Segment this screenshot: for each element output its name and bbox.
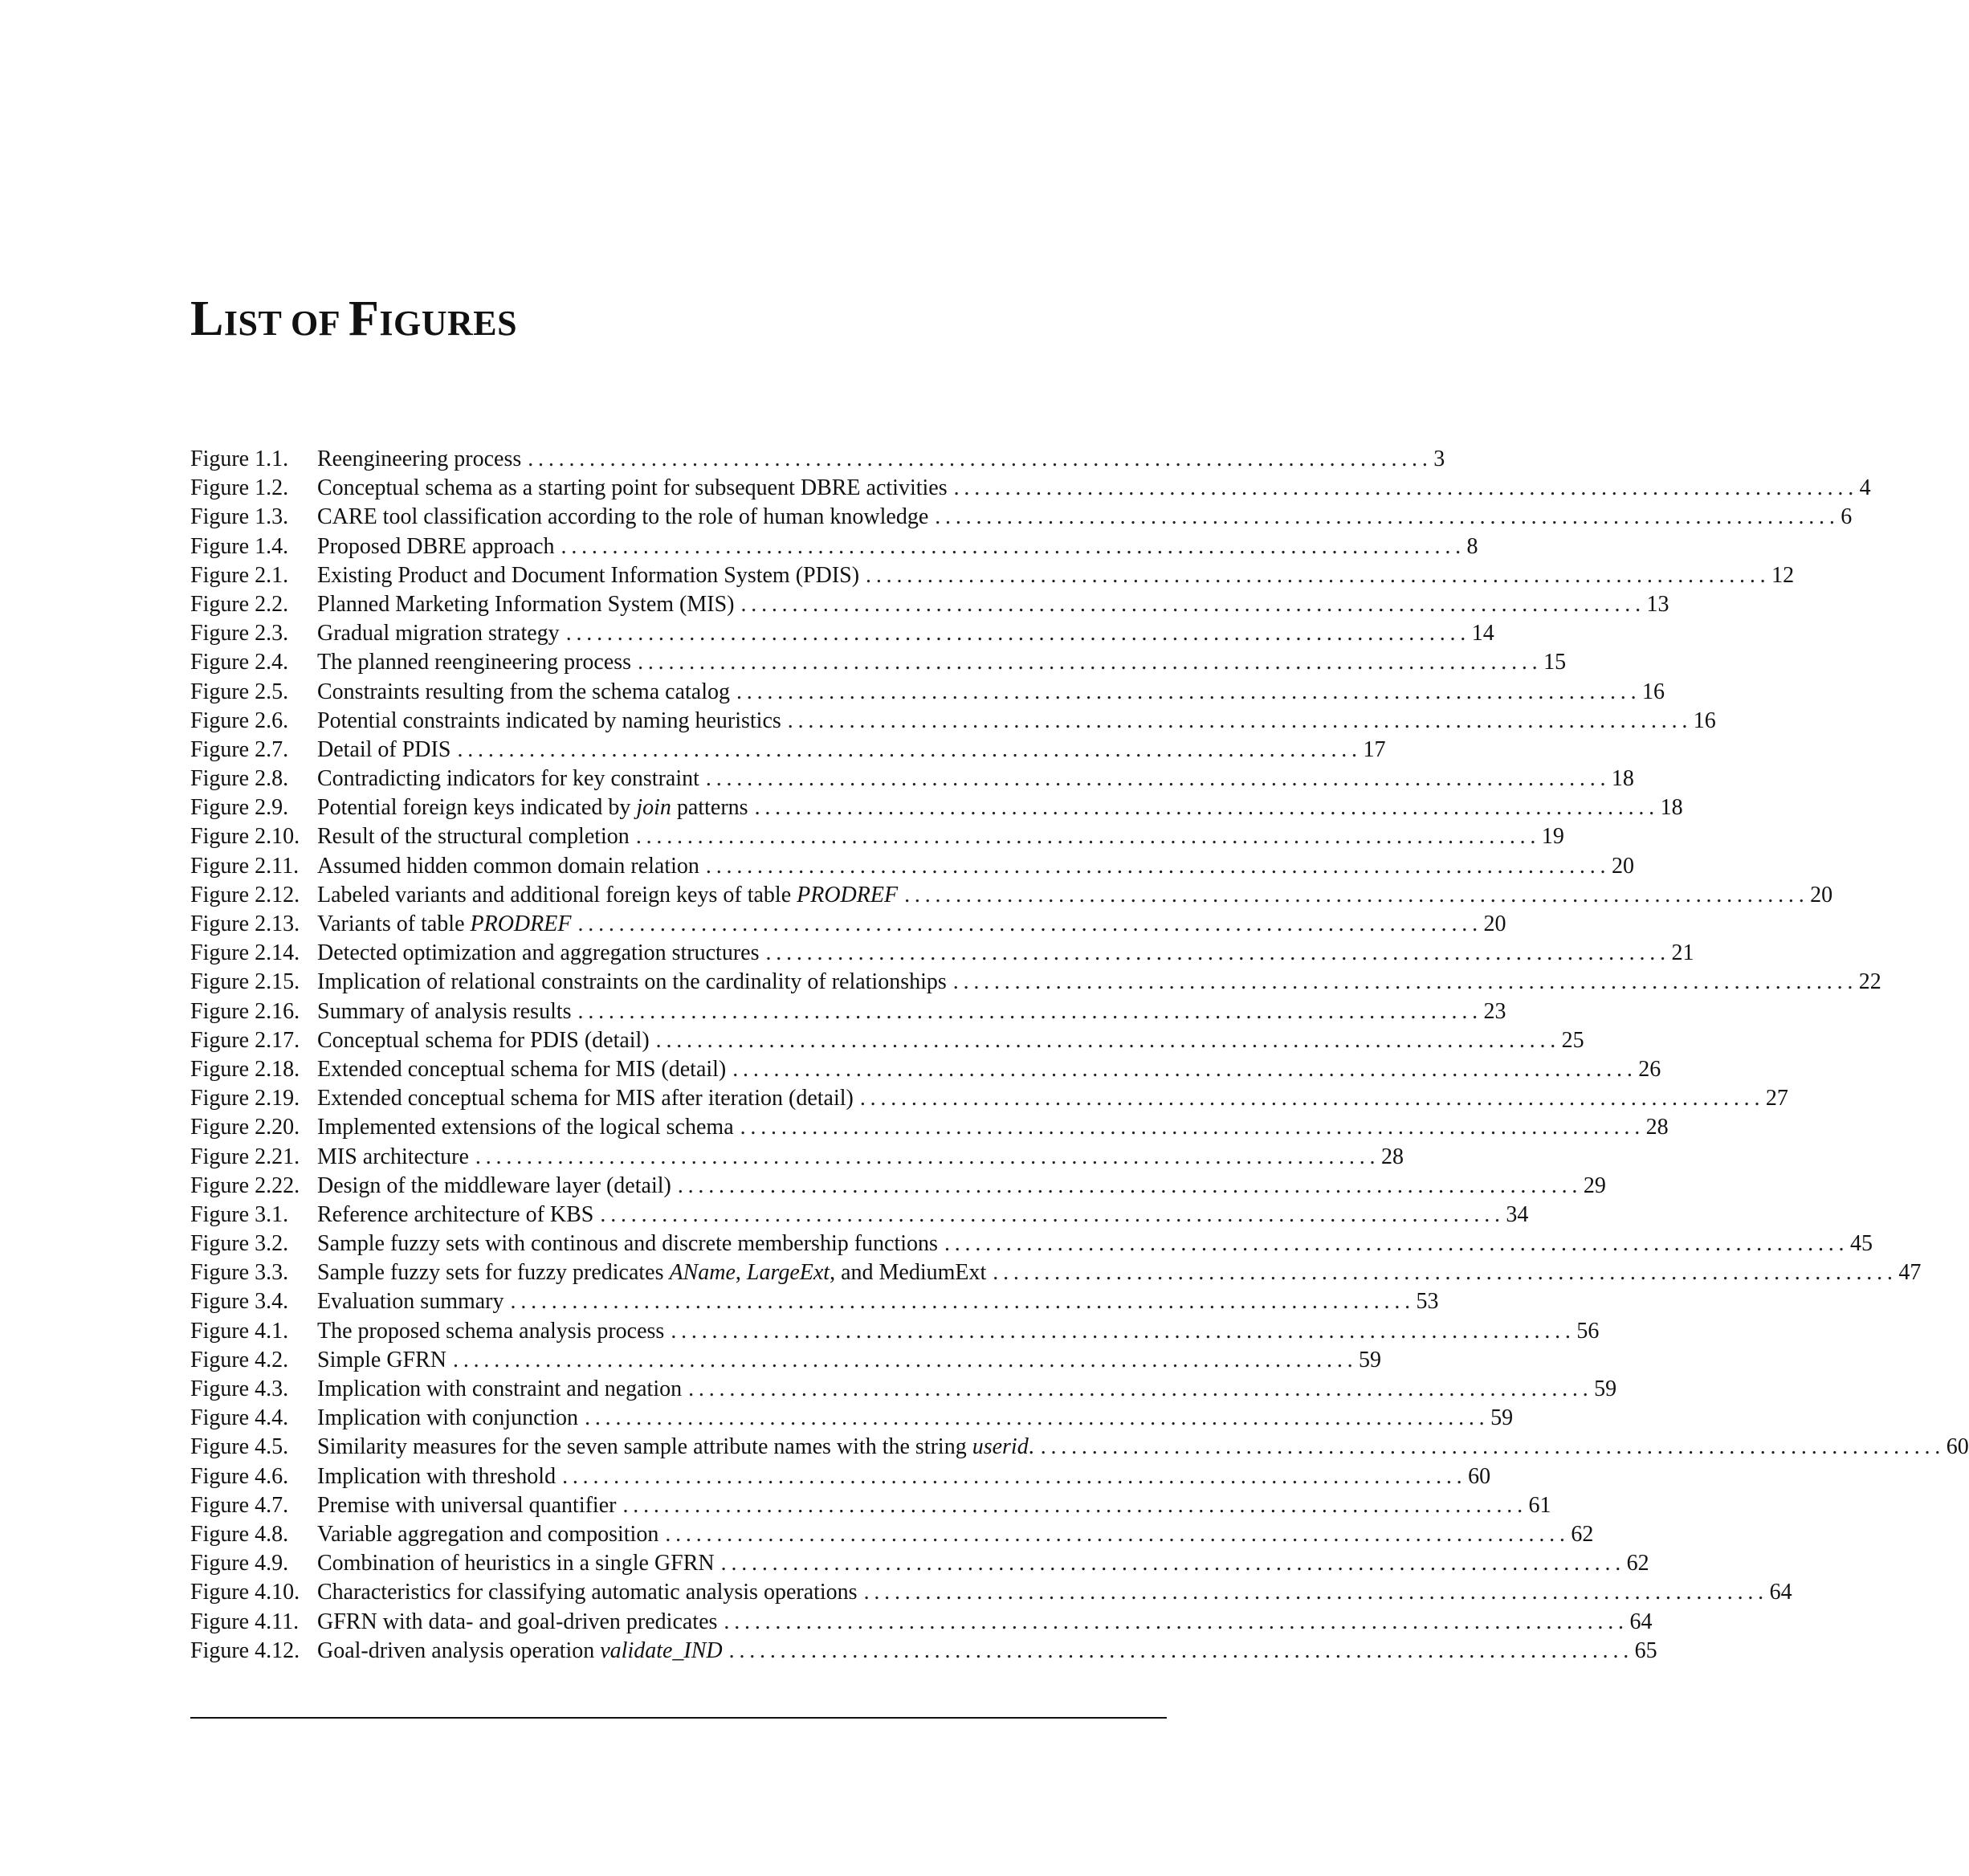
page-title <box>190 291 517 348</box>
figure-caption: Planned Marketing Information System (MIS) <box>317 591 735 617</box>
figure-label: Figure 2.18. <box>190 1056 300 1082</box>
figure-label: Figure 3.4. <box>190 1289 289 1315</box>
dot-leader <box>715 1549 1627 1578</box>
dot-leader <box>560 619 1472 648</box>
title-word-of: OF <box>281 304 349 343</box>
figure-caption-emphasis: join <box>636 795 671 821</box>
dot-leader <box>717 1608 1629 1637</box>
figure-label: Figure 2.16. <box>190 998 300 1024</box>
title-initial-f: F <box>348 292 380 346</box>
figure-caption-text: . <box>1028 1434 1034 1460</box>
dot-leader <box>571 910 1483 939</box>
figure-caption: The proposed schema analysis process <box>317 1318 665 1344</box>
figure-label: Figure 2.12. <box>190 882 300 907</box>
dot-leader <box>578 1404 1490 1433</box>
dot-leader <box>631 648 1543 677</box>
figure-caption: Reference architecture of KBS <box>317 1201 594 1227</box>
figure-entry[interactable] <box>190 532 1478 561</box>
figure-label: Figure 1.2. <box>190 475 289 501</box>
figure-label: Figure 2.7. <box>190 736 289 762</box>
figure-label: Figure 2.10. <box>190 824 300 850</box>
figure-page-number: 23 <box>1483 998 1506 1024</box>
figure-label: Figure 4.5. <box>190 1434 289 1460</box>
figure-entry[interactable] <box>190 968 1881 997</box>
figure-entry[interactable] <box>190 1230 1873 1258</box>
figure-caption: Existing Product and Document Information System (PDIS) <box>317 562 860 588</box>
figure-entry[interactable] <box>190 678 1665 707</box>
figure-label: Figure 2.22. <box>190 1172 300 1198</box>
figure-page-number: 19 <box>1541 824 1564 850</box>
figure-caption-text: , and MediumExt <box>830 1260 987 1286</box>
figure-caption: Premise with universal quantifier <box>317 1492 617 1518</box>
figure-entry[interactable] <box>190 1026 1584 1055</box>
figure-page-number: 56 <box>1576 1318 1600 1344</box>
figure-caption: Extended conceptual schema for MIS (detail) <box>317 1056 727 1082</box>
figure-caption: Variable aggregation and composition <box>317 1521 659 1547</box>
figure-caption-text: Variants of table <box>317 911 471 936</box>
figure-caption: GFRN with data- and goal-driven predicates <box>317 1609 718 1634</box>
figure-label: Figure 4.4. <box>190 1405 289 1431</box>
figure-label: Figure 2.15. <box>190 969 300 995</box>
figure-page-number: 59 <box>1359 1347 1382 1372</box>
figure-caption: Extended conceptual schema for MIS after iteration (detail) <box>317 1086 854 1111</box>
dot-leader <box>650 1026 1562 1055</box>
dot-leader <box>699 852 1612 881</box>
figure-caption <box>317 1258 986 1287</box>
figure-entry[interactable] <box>190 997 1506 1026</box>
figure-caption: Conceptual schema as a starting point for subsequent DBRE activities <box>317 475 948 501</box>
figure-entry[interactable] <box>190 590 1669 619</box>
figure-page-number: 64 <box>1769 1580 1792 1605</box>
figure-entry[interactable] <box>190 1404 1514 1433</box>
figure-page-number: 3 <box>1433 447 1445 471</box>
figure-page-number: 29 <box>1583 1172 1606 1198</box>
figure-caption: Characteristics for classifying automatic analysis operations <box>317 1580 858 1605</box>
dot-leader <box>734 1113 1646 1142</box>
dot-leader <box>948 474 1860 503</box>
figure-entry[interactable] <box>190 881 1833 910</box>
figure-caption: CARE tool classification according to the role of human knowledge <box>317 504 929 530</box>
figure-label: Figure 2.9. <box>190 795 289 821</box>
figure-caption-emphasis: AName <box>669 1260 736 1286</box>
figure-entry[interactable] <box>190 707 1716 736</box>
figure-page-number: 59 <box>1594 1376 1617 1401</box>
dot-leader <box>446 1346 1359 1375</box>
figure-page-number: 16 <box>1642 679 1665 704</box>
figure-caption: Combination of heuristics in a single GFRN <box>317 1551 715 1576</box>
figure-entry[interactable] <box>190 793 1683 822</box>
figure-entry[interactable] <box>190 1287 1439 1316</box>
figure-page-number: 28 <box>1380 1144 1404 1169</box>
figure-label: Figure 4.1. <box>190 1318 289 1344</box>
figure-entry[interactable] <box>190 1608 1653 1637</box>
figure-label: Figure 2.11. <box>190 853 300 879</box>
figure-label: Figure 1.3. <box>190 504 289 530</box>
figure-caption-emphasis: PRODREF <box>470 911 572 936</box>
footer-rule <box>190 1717 1167 1719</box>
figure-caption-text: Similarity measures for the seven sample attribute names with the string <box>317 1434 972 1460</box>
figure-entry[interactable] <box>190 1055 1661 1084</box>
figure-entry[interactable] <box>190 1084 1788 1113</box>
figure-page-number: 62 <box>1626 1551 1649 1576</box>
figure-caption: Evaluation summary <box>317 1289 504 1315</box>
figure-page-number: 8 <box>1466 533 1478 559</box>
figure-label: Figure 1.1. <box>190 447 289 471</box>
figure-label: Figure 4.12. <box>190 1637 300 1663</box>
figure-entry[interactable] <box>190 1491 1551 1520</box>
dot-leader <box>898 881 1810 910</box>
figure-label: Figure 2.1. <box>190 562 289 588</box>
figure-caption: The planned reengineering process <box>317 650 632 675</box>
dot-leader <box>730 678 1642 707</box>
figure-caption: Assumed hidden common domain relation <box>317 853 699 879</box>
list-of-figures <box>190 445 1969 1666</box>
figure-caption-emphasis: userid <box>972 1434 1029 1460</box>
figure-entry[interactable] <box>190 474 1871 503</box>
figure-page-number: 28 <box>1645 1115 1669 1140</box>
figure-page-number: 21 <box>1671 940 1694 966</box>
figure-label: Figure 2.21. <box>190 1144 300 1169</box>
figure-entry[interactable] <box>190 910 1506 939</box>
dot-leader <box>1034 1433 1947 1462</box>
figure-caption: Gradual migration strategy <box>317 621 560 646</box>
figure-entry[interactable] <box>190 822 1564 851</box>
figure-caption: Implication with conjunction <box>317 1405 579 1431</box>
figure-caption-text: , <box>735 1260 747 1286</box>
dot-leader <box>859 561 1771 590</box>
figure-entry[interactable] <box>190 939 1694 968</box>
figure-label: Figure 2.8. <box>190 766 289 792</box>
figure-entry[interactable] <box>190 1549 1649 1578</box>
figure-page-number: 47 <box>1898 1260 1922 1286</box>
figure-caption-text: Labeled variants and additional foreign keys of table <box>317 882 797 907</box>
figure-label: Figure 4.11. <box>190 1609 300 1634</box>
figure-label: Figure 2.3. <box>190 621 289 646</box>
figure-entry[interactable] <box>190 1520 1594 1549</box>
figure-entry[interactable] <box>190 561 1795 590</box>
figure-caption-text: Potential foreign keys indicated by <box>317 795 637 821</box>
dot-leader <box>556 1462 1468 1491</box>
figure-label: Figure 2.19. <box>190 1086 300 1111</box>
figure-page-number: 20 <box>1810 882 1833 907</box>
figure-page-number: 60 <box>1468 1463 1491 1489</box>
dot-leader <box>469 1143 1381 1172</box>
dot-leader <box>682 1375 1594 1404</box>
dot-leader <box>616 1491 1528 1520</box>
figure-caption: Implication with constraint and negation <box>317 1376 683 1401</box>
dot-leader <box>521 445 1433 474</box>
figure-page-number: 59 <box>1490 1405 1514 1431</box>
figure-label: Figure 3.3. <box>190 1260 289 1286</box>
figure-caption: Potential constraints indicated by naming heuristics <box>317 708 781 733</box>
figure-label: Figure 3.2. <box>190 1231 289 1257</box>
figure-label: Figure 2.17. <box>190 1027 300 1053</box>
figure-label: Figure 4.6. <box>190 1463 289 1489</box>
figure-caption <box>317 1433 1034 1462</box>
figure-entry[interactable] <box>190 503 1853 532</box>
figure-caption <box>317 793 748 822</box>
dot-leader <box>723 1637 1635 1666</box>
figure-entry[interactable] <box>190 1143 1404 1172</box>
figure-page-number: 18 <box>1660 795 1683 821</box>
dot-leader <box>986 1258 1898 1287</box>
figure-page-number: 6 <box>1841 504 1853 530</box>
figure-entry[interactable] <box>190 1578 1792 1607</box>
dot-leader <box>572 997 1484 1026</box>
figure-page-number: 17 <box>1363 736 1386 762</box>
figure-entry[interactable] <box>190 852 1634 881</box>
figure-caption <box>317 910 571 939</box>
dot-leader <box>928 503 1841 532</box>
figure-label: Figure 4.2. <box>190 1347 289 1372</box>
title-initial-l: L <box>190 292 224 346</box>
figure-caption: Contradicting indicators for key constraint <box>317 766 699 792</box>
figure-page-number: 64 <box>1629 1609 1653 1634</box>
dot-leader <box>630 822 1542 851</box>
figure-caption <box>317 881 898 910</box>
figure-entry[interactable] <box>190 648 1567 677</box>
figure-entry[interactable] <box>190 1113 1669 1142</box>
figure-page-number: 60 <box>1946 1434 1969 1460</box>
figure-page-number: 22 <box>1858 969 1881 995</box>
figure-caption: Sample fuzzy sets with continous and discrete membership functions <box>317 1231 938 1257</box>
dot-leader <box>555 532 1467 561</box>
figure-page-number: 65 <box>1634 1637 1657 1663</box>
figure-page-number: 61 <box>1528 1492 1551 1518</box>
figure-caption-emphasis: validate_IND <box>600 1637 723 1663</box>
figure-page-number: 12 <box>1771 562 1795 588</box>
figure-caption: Reengineering process <box>317 447 522 471</box>
dot-leader <box>858 1578 1770 1607</box>
figure-caption: Detail of PDIS <box>317 736 451 762</box>
figure-label: Figure 4.7. <box>190 1492 289 1518</box>
figure-caption: Design of the middleware layer (detail) <box>317 1172 671 1198</box>
figure-page-number: 53 <box>1416 1289 1439 1315</box>
figure-label: Figure 2.20. <box>190 1115 300 1140</box>
figure-page-number: 13 <box>1646 591 1669 617</box>
figure-label: Figure 3.1. <box>190 1201 289 1227</box>
figure-caption: Conceptual schema for PDIS (detail) <box>317 1027 650 1053</box>
figure-page-number: 25 <box>1561 1027 1584 1053</box>
figure-page-number: 18 <box>1611 766 1634 792</box>
figure-page-number: 45 <box>1849 1231 1873 1257</box>
dot-leader <box>938 1230 1850 1258</box>
figure-entry[interactable] <box>190 736 1386 765</box>
figure-label: Figure 4.3. <box>190 1376 289 1401</box>
figure-caption: Detected optimization and aggregation structures <box>317 940 760 966</box>
figure-caption-text: Goal-driven analysis operation <box>317 1637 601 1663</box>
figure-caption: Constraints resulting from the schema catalog <box>317 679 730 704</box>
figure-caption: Implemented extensions of the logical schema <box>317 1115 734 1140</box>
dot-leader <box>699 765 1612 793</box>
dot-leader <box>781 707 1694 736</box>
figure-label: Figure 2.4. <box>190 650 289 675</box>
dot-leader <box>748 793 1661 822</box>
figure-entry[interactable] <box>190 1172 1606 1201</box>
figure-label: Figure 2.5. <box>190 679 289 704</box>
figure-entry[interactable] <box>190 1637 1657 1666</box>
figure-caption: Implication with threshold <box>317 1463 556 1489</box>
dot-leader <box>593 1201 1506 1230</box>
figure-entry[interactable] <box>190 1433 1969 1462</box>
dot-leader <box>671 1172 1584 1201</box>
figure-label: Figure 2.14. <box>190 940 300 966</box>
figure-label: Figure 2.2. <box>190 591 289 617</box>
figure-caption: MIS architecture <box>317 1144 469 1169</box>
title-rest-igures: IGURES <box>379 304 518 343</box>
figure-page-number: 20 <box>1611 853 1634 879</box>
dot-leader <box>854 1084 1766 1113</box>
figure-page-number: 20 <box>1483 911 1506 936</box>
dot-leader <box>947 968 1859 997</box>
figure-entry[interactable] <box>190 619 1494 648</box>
dot-leader <box>664 1317 1576 1346</box>
figure-caption-text: Sample fuzzy sets for fuzzy predicates <box>317 1260 670 1286</box>
figure-entry[interactable] <box>190 1317 1600 1346</box>
figure-caption: Result of the structural completion <box>317 824 630 850</box>
figure-page-number: 4 <box>1859 475 1871 501</box>
figure-entry[interactable] <box>190 1375 1617 1404</box>
figure-caption-emphasis: LargeExt <box>746 1260 830 1286</box>
figure-caption <box>317 1637 723 1666</box>
figure-caption: Summary of analysis results <box>317 998 572 1024</box>
dot-leader <box>726 1055 1638 1084</box>
figure-label: Figure 2.6. <box>190 708 289 733</box>
figure-page-number: 14 <box>1471 621 1494 646</box>
dot-leader <box>734 590 1646 619</box>
dot-leader <box>658 1520 1571 1549</box>
figure-label: Figure 4.8. <box>190 1521 289 1547</box>
figure-entry[interactable] <box>190 765 1634 793</box>
figure-caption-emphasis: PRODREF <box>797 882 899 907</box>
figure-entry[interactable] <box>190 1462 1491 1491</box>
figure-caption: Simple GFRN <box>317 1347 447 1372</box>
figure-page-number: 26 <box>1638 1056 1661 1082</box>
figure-label: Figure 4.9. <box>190 1551 289 1576</box>
dot-leader <box>504 1287 1417 1316</box>
figure-entry[interactable] <box>190 445 1445 474</box>
figure-caption: Proposed DBRE approach <box>317 533 555 559</box>
figure-page-number: 15 <box>1543 650 1567 675</box>
figure-page-number: 27 <box>1765 1086 1788 1111</box>
figure-entry[interactable] <box>190 1258 1922 1287</box>
dot-leader <box>450 736 1363 765</box>
figure-page-number: 16 <box>1693 708 1716 733</box>
figure-page-number: 62 <box>1571 1521 1594 1547</box>
figure-entry[interactable] <box>190 1346 1382 1375</box>
figure-label: Figure 1.4. <box>190 533 289 559</box>
title-rest-ist: IST <box>223 304 282 343</box>
figure-caption: Implication of relational constraints on the cardinality of relationships <box>317 969 947 995</box>
figure-caption-text: patterns <box>671 795 748 821</box>
dot-leader <box>759 939 1671 968</box>
figure-label: Figure 4.10. <box>190 1580 300 1605</box>
figure-page-number: 34 <box>1506 1201 1529 1227</box>
figure-entry[interactable] <box>190 1201 1529 1230</box>
figure-label: Figure 2.13. <box>190 911 300 936</box>
